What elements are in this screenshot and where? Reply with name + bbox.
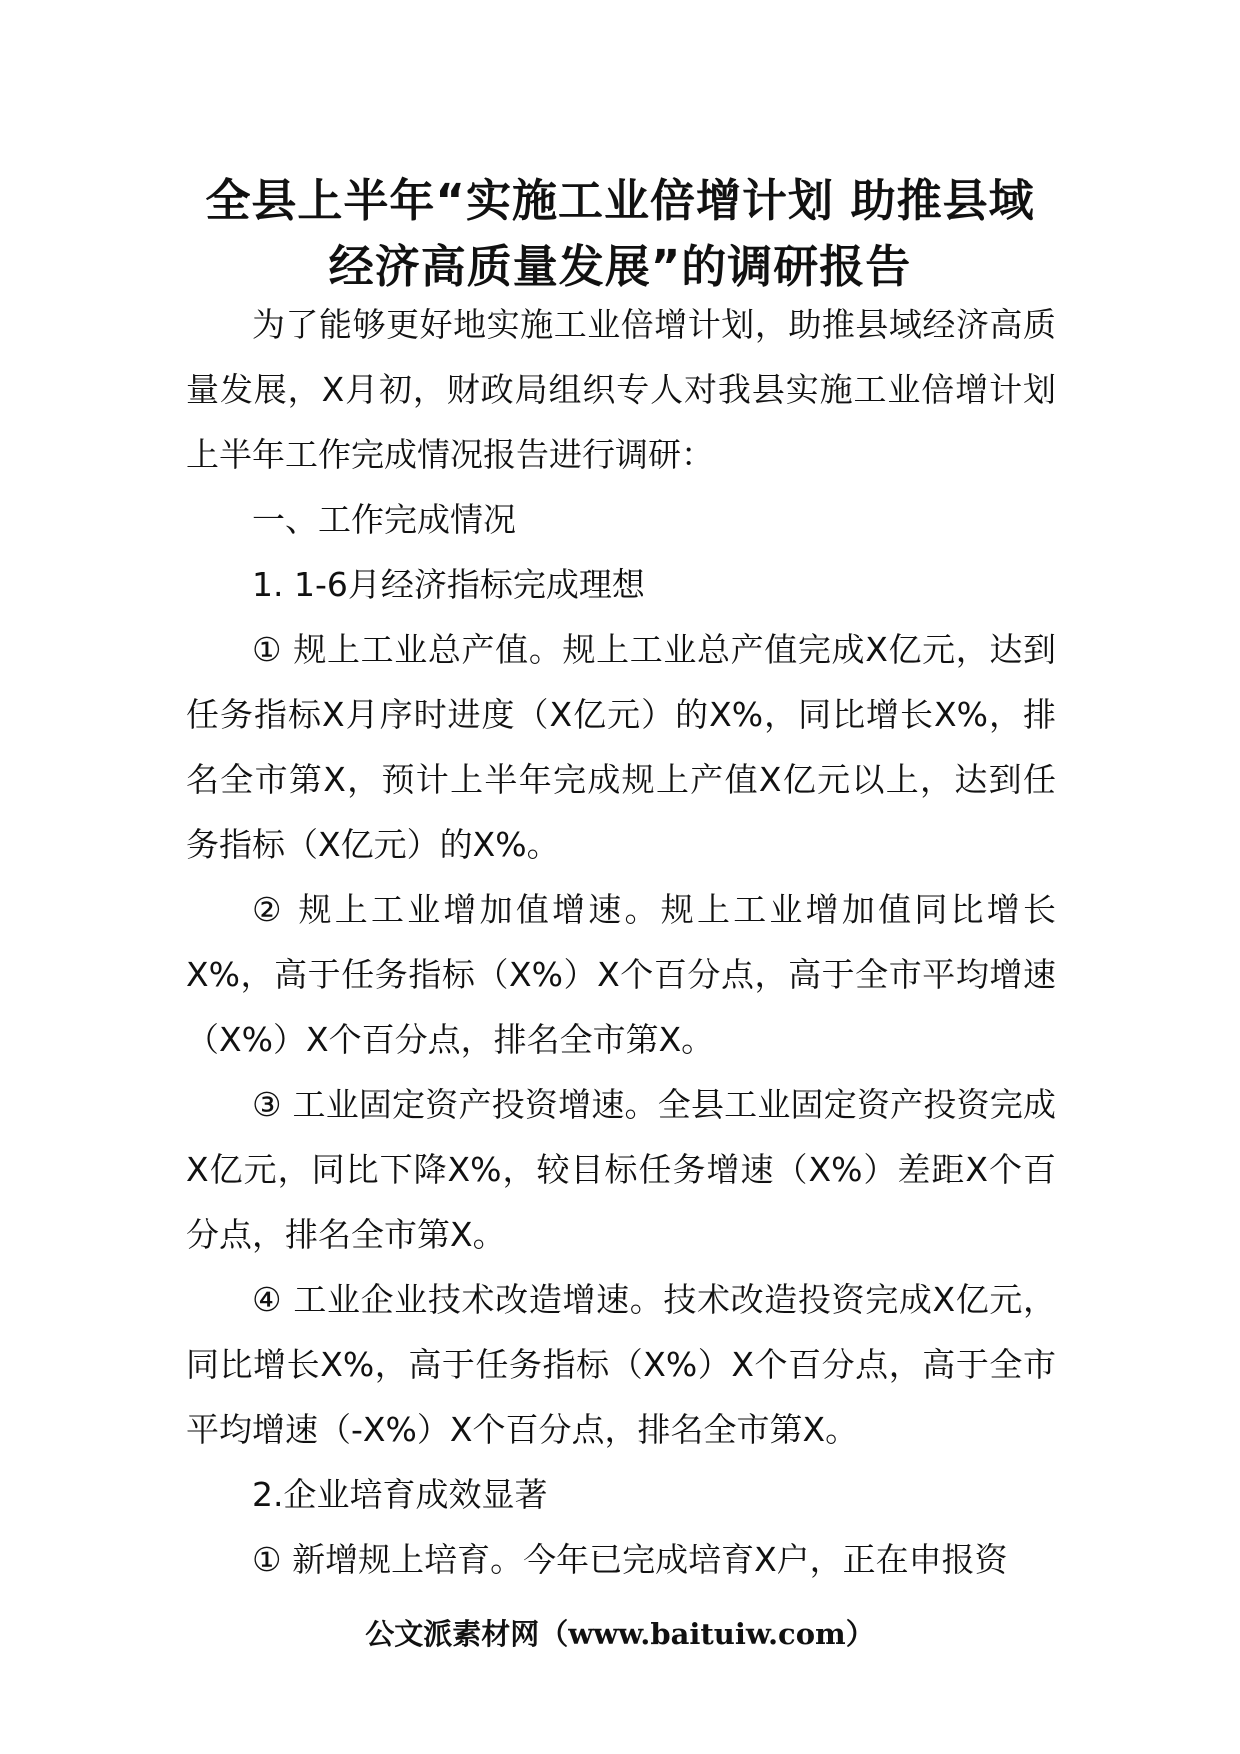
subsection-heading-1: 1. 1-6月经济指标完成理想 (252, 565, 645, 604)
title-line-1: 全县上半年“实施工业倍增计划 助推县域 (205, 174, 1035, 227)
paragraph-intro: 为了能够更好地实施工业倍增计划，助推县域经济高质量发展，X月初，财政局组织专人对我县实施工业倍增计划上半年工作完成情况报告进行调研： (186, 305, 1056, 474)
title-line-2: 经济高质量发展”的调研报告 (328, 240, 912, 293)
paragraph-item-1: ① 规上工业总产值。规上工业总产值完成X亿元，达到任务指标X月序时进度（X亿元）的X%，同比增长X%，排名全市第X，预计上半年完成规上产值X亿元以上，达到任务指标（X亿元）的X%。 (186, 630, 1056, 864)
paragraph-item-4: ④ 工业企业技术改造增速。技术改造投资完成X亿元，同比增长X%，高于任务指标（X%）X个百分点，高于全市平均增速（-X%）X个百分点，排名全市第X。 (186, 1280, 1056, 1449)
document-title (0, 168, 1240, 300)
paragraph-item-3: ③ 工业固定资产投资增速。全县工业固定资产投资完成X亿元，同比下降X%，较目标任务增速（X%）差距X个百分点，排名全市第X。 (186, 1085, 1056, 1254)
document-body (186, 292, 1056, 1592)
footer-watermark: 公文派素材网（www.baituiw.com） (365, 1617, 875, 1651)
section-heading-1: 一、工作完成情况 (252, 500, 516, 539)
paragraph-item-5: ① 新增规上培育。今年已完成培育X户，正在申报资 (252, 1540, 1008, 1579)
paragraph-item-2: ② 规上工业增加值增速。规上工业增加值同比增长X%，高于任务指标（X%）X个百分点，高于全市平均增速（X%）X个百分点，排名全市第X。 (186, 890, 1056, 1059)
subsection-heading-2: 2.企业培育成效显著 (252, 1475, 548, 1514)
